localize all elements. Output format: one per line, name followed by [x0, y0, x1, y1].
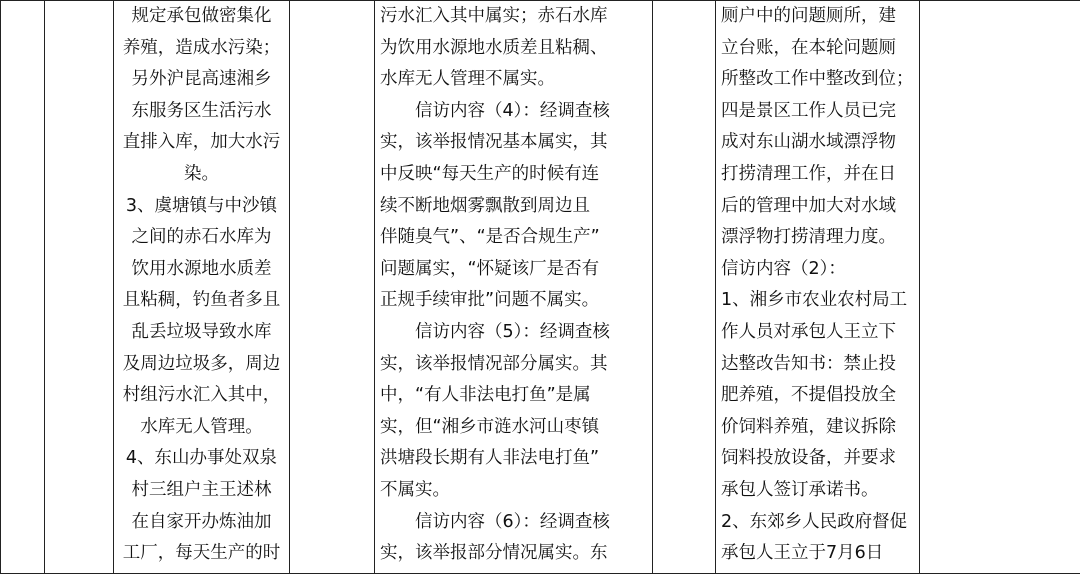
text-line: 中反映“每天生产的时候有连	[380, 163, 600, 184]
text-line: 信访内容（4）：经调查核	[380, 100, 610, 121]
text-line: 实，但“湘乡市涟水河山枣镇	[380, 416, 600, 437]
complaint-content-cell	[114, 1, 290, 574]
text-line: 3、虞塘镇与中沙镇	[125, 195, 278, 216]
text-line: 饮用水源地水质差	[131, 258, 272, 279]
text-line: 信访内容（6）：经调查核	[380, 511, 610, 532]
text-line: 肥养殖，不提倡投放全	[721, 385, 896, 406]
text-line: 实，该举报部分情况属实。东	[380, 543, 608, 564]
text-line: 四是景区工作人员已完	[721, 100, 896, 121]
table-cell-col2	[45, 1, 114, 574]
text-line: 1、湘乡市农业农村局工	[721, 290, 908, 311]
text-line: 成对东山湖水域漂浮物	[721, 132, 896, 153]
text-line: 立台账，在本轮问题厕	[721, 37, 896, 58]
investigation-result-text	[375, 1, 652, 570]
text-line: 水库无人管理不属实。	[380, 69, 555, 90]
table-cell-col6	[653, 1, 716, 574]
text-line: 作人员对承包人王立下	[721, 321, 896, 342]
text-line: 及周边垃圾多，周边	[122, 353, 281, 374]
text-line: 续不断地烟雾飘散到周边且	[380, 195, 590, 216]
text-line: 达整改告知书：禁止投	[721, 353, 896, 374]
text-line: 承包人签订承诺书。	[721, 479, 879, 500]
text-line: 在自家开办炼油加	[131, 511, 272, 532]
text-line: 为饮用水源地水质差且粘稠、	[380, 37, 608, 58]
text-line: 村组污水汇入其中，	[122, 385, 281, 406]
text-line: 厕户中的问题厕所，建	[721, 6, 896, 26]
table-cell-col8	[920, 1, 1080, 574]
text-line: 实，该举报情况部分属实。其	[380, 353, 608, 374]
text-line: 饲料投放设备，并要求	[721, 448, 896, 469]
text-line: 洪塘段长期有人非法电打鱼”	[380, 448, 600, 469]
table-row	[1, 1, 1080, 574]
table-cell-col4	[290, 1, 375, 574]
text-line: 染。	[184, 163, 219, 184]
text-line: 实，该举报情况基本属实，其	[380, 132, 608, 153]
text-line: 村三组户主王述林	[131, 479, 272, 500]
text-line: 之间的赤石水库为	[131, 227, 272, 248]
rectification-measures-text	[716, 1, 919, 570]
text-line: 承包人王立于7月6日	[721, 543, 884, 564]
text-line: 养殖，造成水污染；	[122, 37, 281, 58]
text-line: 工厂，每天生产的时	[122, 543, 281, 564]
text-line: 不属实。	[380, 479, 450, 500]
text-line: 另外沪昆高速湘乡	[131, 69, 272, 90]
text-line: 4、东山办事处双泉	[125, 448, 278, 469]
text-line: 规定承包做密集化	[131, 6, 272, 26]
text-line: 打捞清理工作，并在日	[721, 163, 896, 184]
text-line: 问题属实，“怀疑该厂是否有	[380, 258, 600, 279]
investigation-result-cell	[375, 1, 653, 574]
text-line: 伴随臭气”、“是否合规生产”	[380, 227, 600, 248]
text-line: 中，“有人非法电打鱼”是属	[380, 385, 591, 406]
text-line: 漂浮物打捞清理力度。	[721, 227, 896, 248]
text-line: 信访内容（2）：	[721, 258, 846, 279]
text-line: 价饲料养殖，建议拆除	[721, 416, 896, 437]
text-line: 且粘稠，钓鱼者多且	[122, 290, 281, 311]
text-line: 2、东郊乡人民政府督促	[721, 511, 908, 532]
text-line: 正规手续审批”问题不属实。	[380, 290, 600, 311]
table-cell-col1	[1, 1, 45, 574]
complaint-content-text	[114, 1, 289, 570]
text-line: 乱丢垃圾导致水库	[131, 321, 272, 342]
text-line: 信访内容（5）：经调查核	[380, 321, 610, 342]
text-line: 后的管理中加大对水域	[721, 195, 896, 216]
text-line: 直排入库，加大水污	[122, 132, 281, 153]
text-line: 东服务区生活污水	[131, 100, 272, 121]
rectification-measures-cell	[716, 1, 920, 574]
text-line: 水库无人管理。	[140, 416, 263, 437]
text-line: 所整改工作中整改到位；	[721, 69, 914, 90]
text-line: 污水汇入其中属实；赤石水库	[380, 6, 608, 26]
